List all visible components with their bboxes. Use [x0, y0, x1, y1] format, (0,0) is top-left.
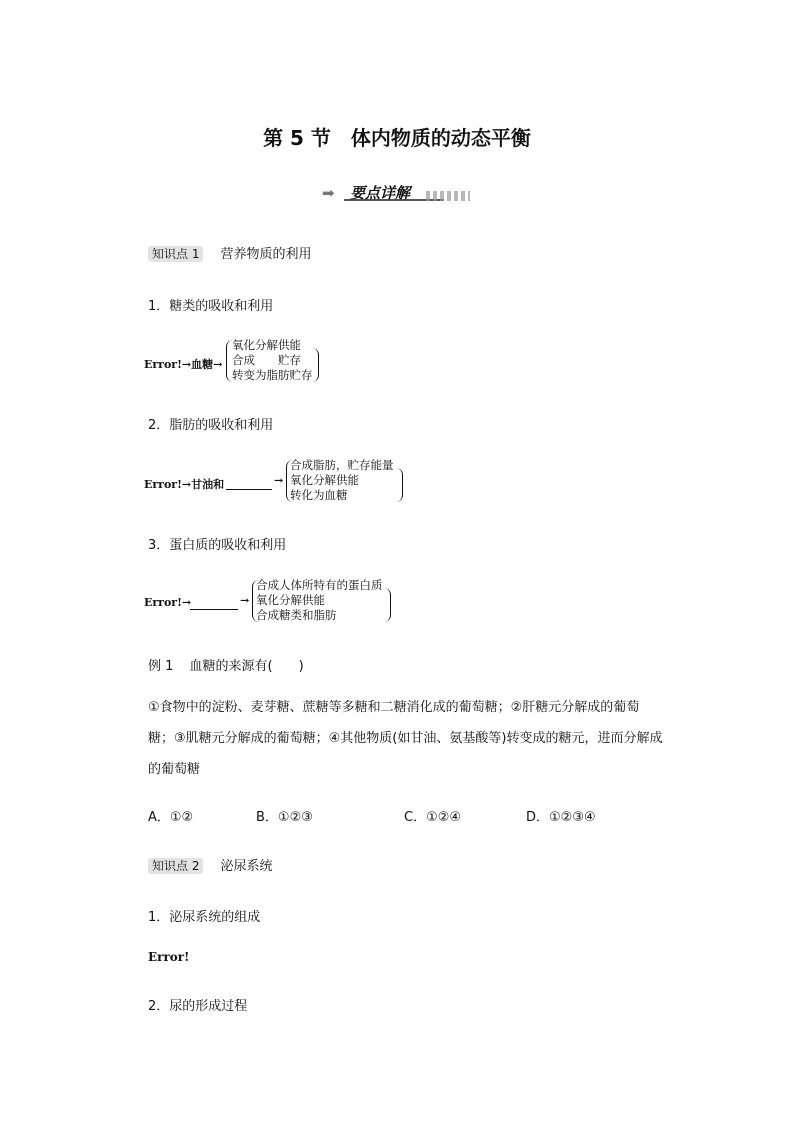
diagram-arrow: →: [240, 594, 250, 607]
diagram-item: 合成糖类和脂肪: [256, 608, 337, 622]
banner-dots-decoration: [426, 191, 470, 201]
knowledge-point-label: 泌尿系统: [220, 859, 273, 874]
example-question-text: 血糖的来源有( ): [189, 659, 304, 674]
section-heading: 1．泌尿系统的组成: [148, 910, 261, 925]
section-heading: 3．蛋白质的吸收和利用: [148, 538, 287, 553]
knowledge-point-badge: 知识点 1: [148, 246, 203, 262]
section-banner: [322, 182, 472, 204]
example-line: 糖；③肌糖元分解成的葡萄糖；④其他物质(如甘油、氨基酸等)转变成的糖元，进而分解成: [148, 731, 663, 746]
page-title: 第 5 节 体内物质的动态平衡: [263, 126, 531, 150]
option-a: A．①②: [148, 810, 194, 825]
section-heading: 2．尿的形成过程: [148, 999, 248, 1014]
right-brace: [384, 588, 391, 622]
diagram-source: Error!→: [144, 596, 192, 609]
diagram-item: 合成 贮存: [232, 353, 301, 367]
arrow-icon: ➡: [322, 184, 335, 202]
option-d: D．①②③④: [526, 810, 596, 825]
knowledge-point-badge: 知识点 2: [148, 858, 203, 874]
section-heading: 2．脂肪的吸收和利用: [148, 418, 274, 433]
example-line: ①食物中的淀粉、麦芽糖、蔗糖等多糖和二糖消化成的葡萄糖；②肝糖元分解成的葡萄: [148, 700, 640, 715]
option-b: B．①②③: [256, 810, 313, 825]
diagram-item: 氧化分解供能: [256, 593, 325, 607]
knowledge-point-1: [148, 243, 312, 262]
right-brace: [312, 348, 319, 382]
example-label: 例 1: [148, 659, 174, 674]
banner-label: 要点详解: [350, 184, 411, 202]
diagram-source: Error!→甘油和: [144, 478, 225, 491]
knowledge-point-2: [148, 855, 273, 874]
diagram-arrow: →: [274, 474, 284, 487]
example-body: [148, 723, 688, 754]
carbohydrate-diagram: [144, 336, 344, 386]
diagram-item: 合成人体所特有的蛋白质: [256, 578, 383, 592]
example-body: [148, 754, 688, 785]
diagram-item: 氧化分解供能: [232, 338, 301, 352]
example-question: [148, 655, 304, 674]
answer-blank: [226, 476, 272, 490]
diagram-item: 转变为脂肪贮存: [232, 368, 313, 382]
protein-diagram: [144, 576, 414, 626]
diagram-item: 合成脂肪，贮存能量: [290, 458, 394, 472]
diagram-source: Error!→血糖→: [144, 358, 223, 371]
example-body: [148, 692, 688, 723]
right-brace: [396, 468, 403, 502]
answer-blank: [190, 596, 238, 610]
error-text: Error!: [148, 950, 190, 964]
example-line: 的葡萄糖: [148, 762, 201, 777]
section-heading: 1．糖类的吸收和利用: [148, 299, 274, 314]
knowledge-point-label: 营养物质的利用: [220, 247, 312, 262]
option-c: C．①②④: [404, 810, 462, 825]
diagram-item: 氧化分解供能: [290, 473, 359, 487]
fat-diagram: [144, 456, 414, 506]
diagram-item: 转化为血糖: [290, 488, 348, 502]
